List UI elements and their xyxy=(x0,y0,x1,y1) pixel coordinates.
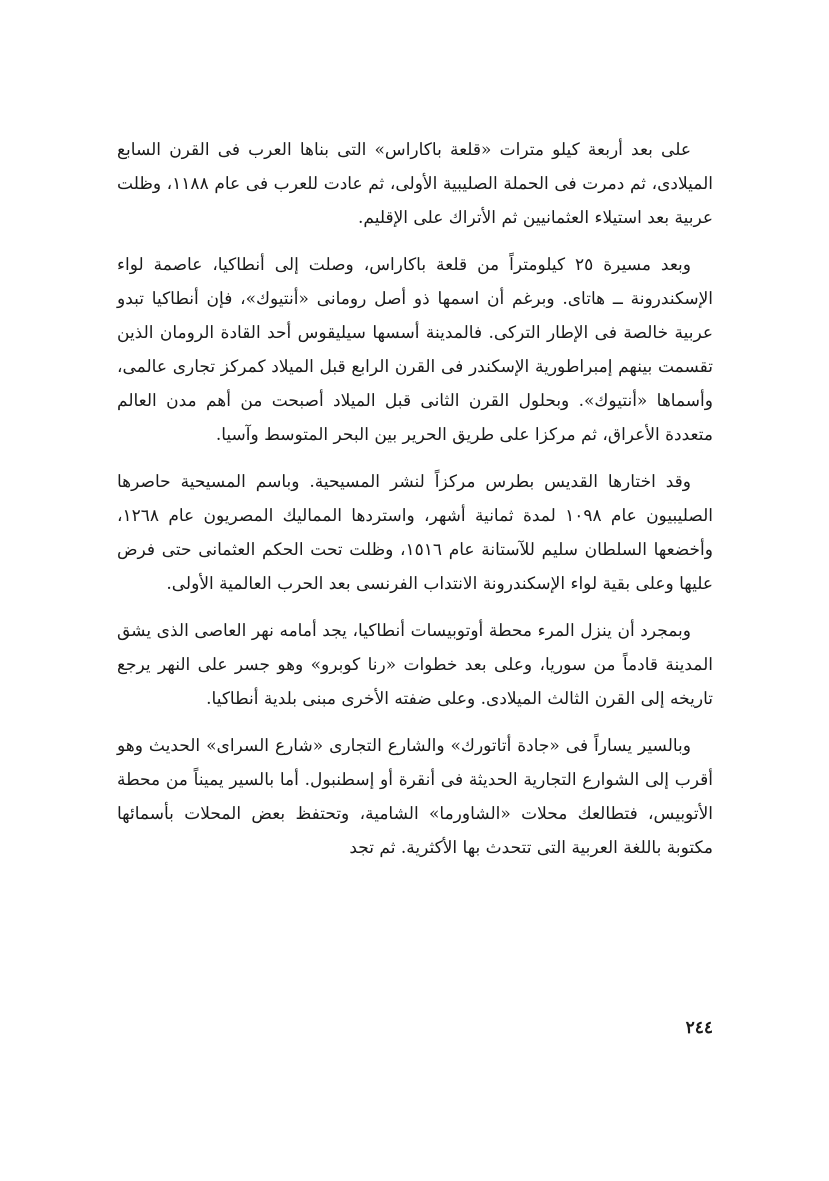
body-text xyxy=(117,133,713,878)
paragraph-1: على بعد أربعة كيلو مترات «قلعة باكاراس» التى بناها العرب فى القرن السابع الميلادى، ثم دمرت فى الحملة الصليبية الأولى، ثم عادت للعرب فى عام ١١٨٨، وظلت عربية بعد استيلاء العثمانيين ثم الأتراك على الإقليم. xyxy=(117,140,713,228)
paragraph-4: وبمجرد أن ينزل المرء محطة أوتوبيسات أنطاكيا، يجد أمامه نهر العاصى الذى يشق المدينة قادماً من سوريا، وعلى بعد خطوات «رنا كوبرو» وهو جسر على النهر يرجع تاريخه إلى القرن الثالث الميلادى. وعلى ضفته الأخرى مبنى بلدية أنطاكيا. xyxy=(117,621,713,709)
paragraph-5: وبالسير يساراً فى «جادة أتاتورك» والشارع التجارى «شارع السراى» الحديث وهو أقرب إلى الشوارع التجارية الحديثة فى أنقرة أو إسطنبول. أما بالسير يميناً من محطة الأتوبيس، فتطالعك محلات «الشاورما» الشامية، وتحتفظ بعض المحلات بأسمائها مكتوبة باللغة العربية التى تتحدث بها الأكثرية. ثم تجد xyxy=(117,736,713,858)
page-number: ٢٤٤ xyxy=(685,1018,713,1038)
paragraph-2: وبعد مسيرة ٢٥ كيلومتراً من قلعة باكاراس، وصلت إلى أنطاكيا، عاصمة لواء الإسكندرونة ــ هاتاى. وبرغم أن اسمها ذو أصل رومانى «أنتيوك»، فإن أنطاكيا تبدو عربية خالصة فى الإطار التركى. فالمدينة أسسها سيليقوس أحد القادة الرومان الذين تقسمت بينهم إمبراطورية الإسكندر فى القرن الرابع قبل الميلاد كمركز تجارى عالمى، وأسماها «أنتيوك». وبحلول القرن الثانى قبل الميلاد أصبحت من أهم مدن العالم متعددة الأعراق، ثم مركزا على طريق الحرير بين البحر المتوسط وآسيا. xyxy=(117,255,713,445)
paragraph-3: وقد اختارها القديس بطرس مركزاً لنشر المسيحية. وباسم المسيحية حاصرها الصليبيون عام ١٠٩٨ لمدة ثمانية أشهر، واستردها المماليك المصريون عام ١٢٦٨، وأخضعها السلطان سليم للآستانة عام ١٥١٦، وظلت تحت الحكم العثمانى حتى فرض عليها وعلى بقية لواء الإسكندرونة الانتداب الفرنسى بعد الحرب العالمية الأولى. xyxy=(117,472,713,594)
